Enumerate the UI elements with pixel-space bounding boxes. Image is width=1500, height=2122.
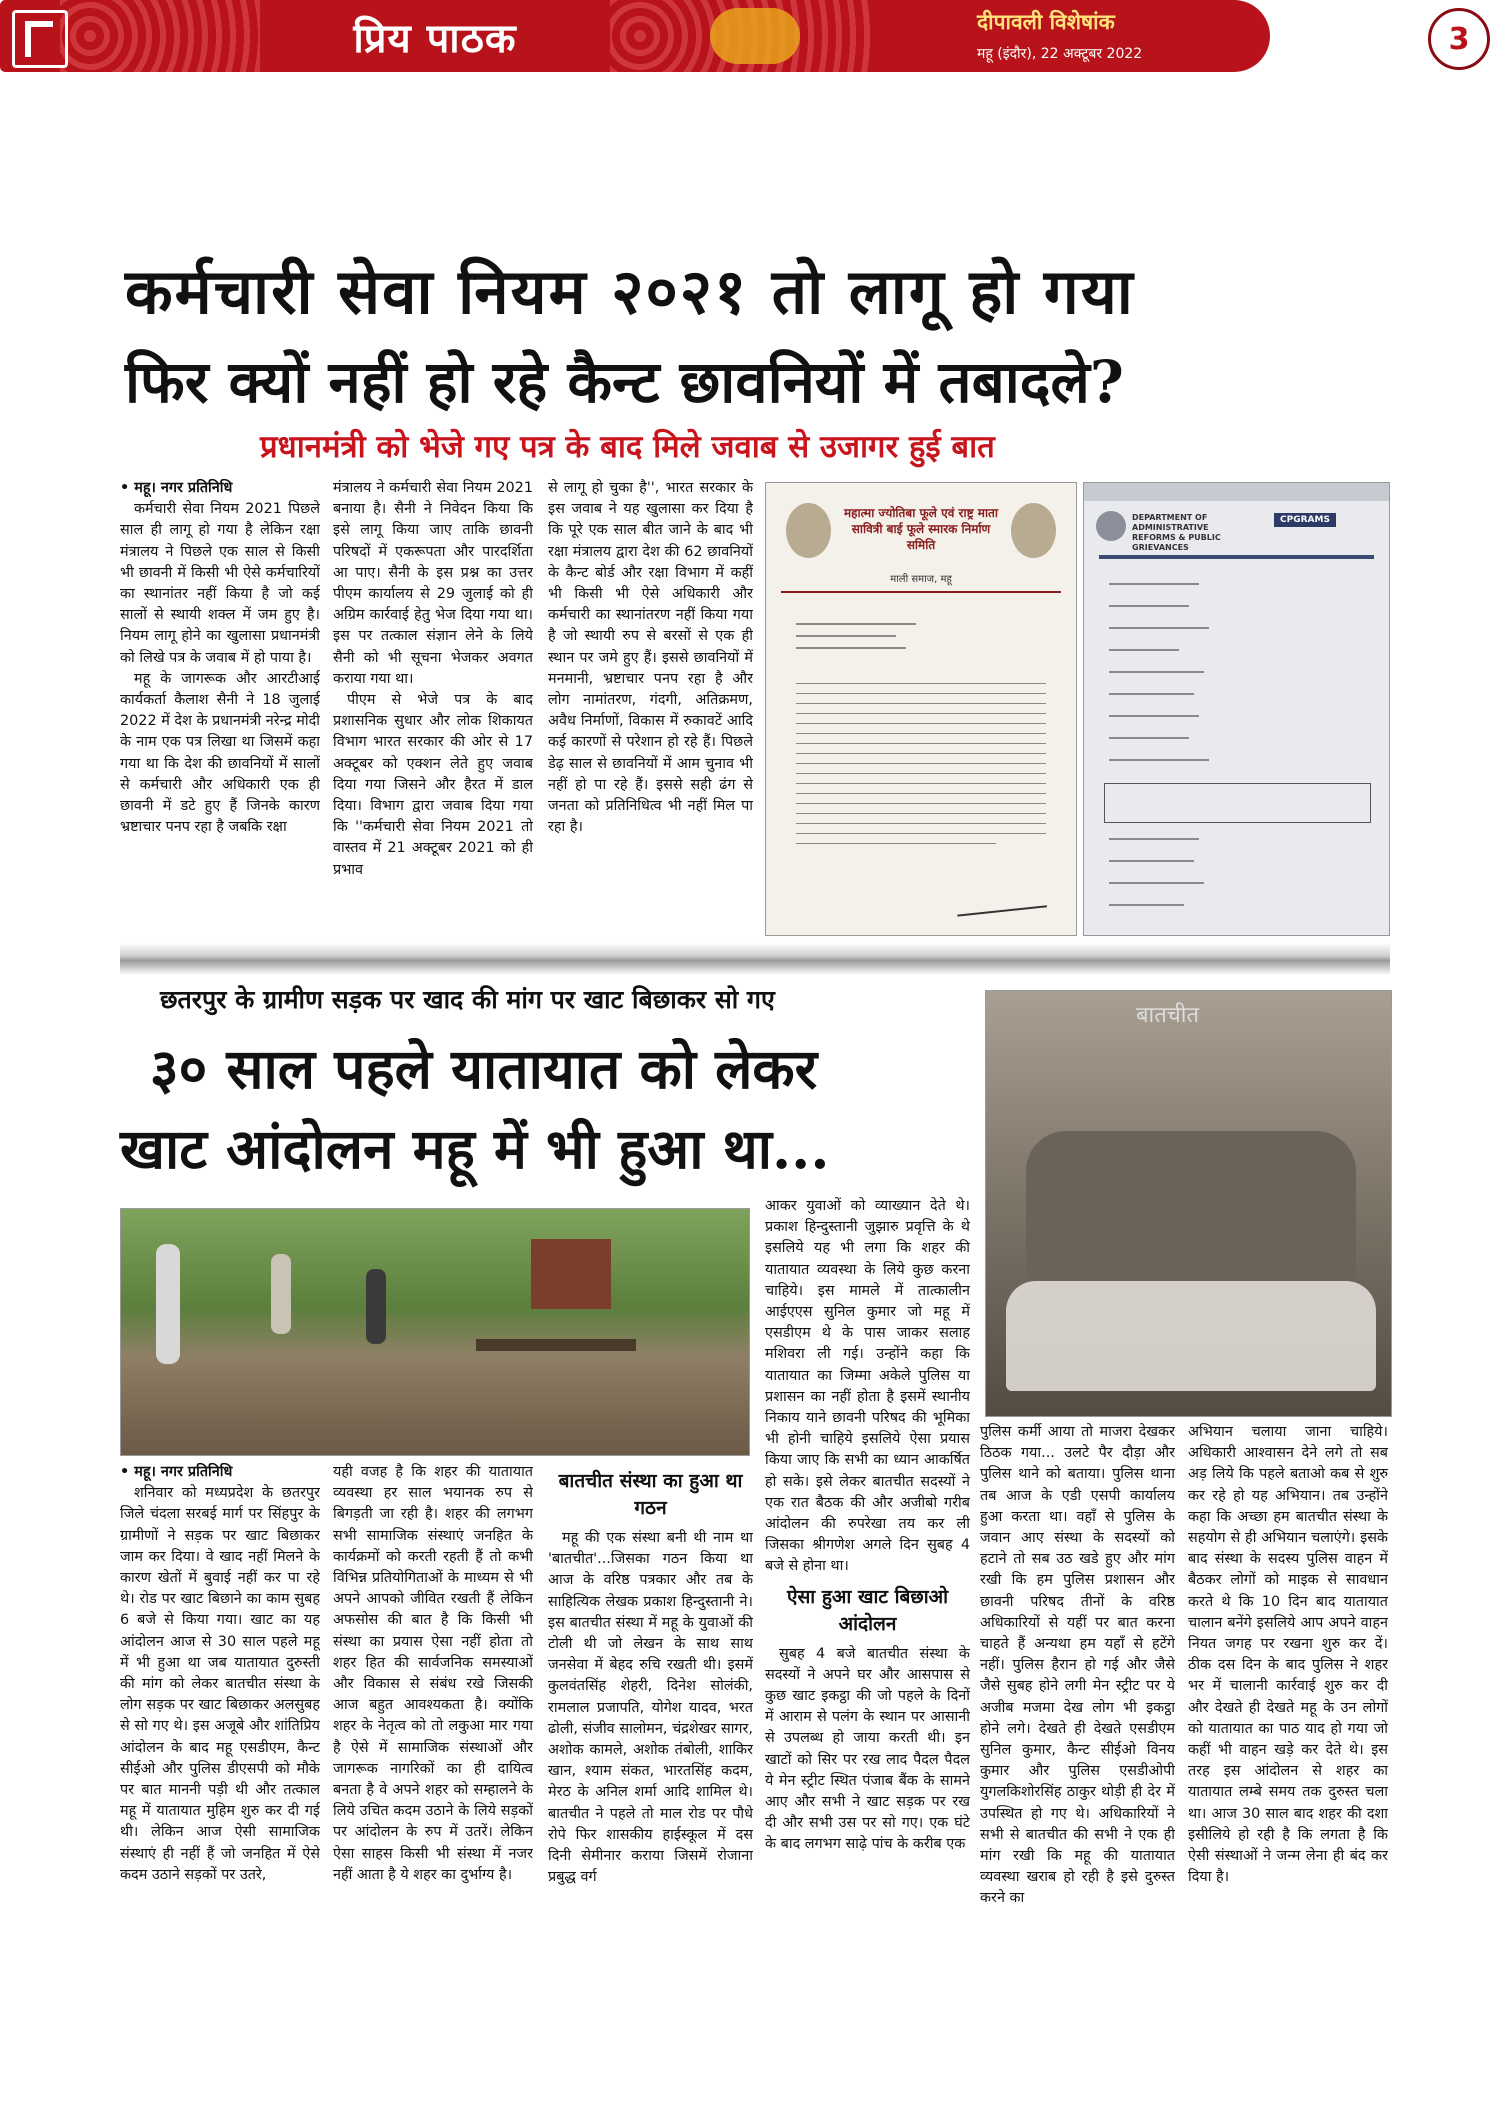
standing-people-shape <box>1026 1131 1356 1281</box>
person-shape <box>271 1254 291 1334</box>
letter-line <box>796 635 896 637</box>
letter-line <box>796 647 906 649</box>
story1-paragraph-1: कर्मचारी सेवा नियम 2021 पिछले साल ही लागू हो गया है लेकिन रक्षा मंत्रालय ने पिछले एक साल से किसी भी छावनी में किसी भी ऐसे कर्मचारियों का स्थानांतर नहीं किया है जो कई सालों से स्थायी शक्ल में जम हुए है। नियम लागू होने का खुलासा प्रधानमंत्री को लिखे पत्र के जवाब में हो पाया है। <box>120 501 320 666</box>
letter-line <box>796 743 1046 744</box>
portal-header-rule <box>1099 555 1374 559</box>
story1-paragraph-5: से लागू हो चुका है'', भारत सरकार के इस जवाब ने यह खुलासा कर दिया है कि पूरे एक साल बीत जाने के बाद भी रक्षा मंत्रालय द्वारा देश की 62 छावनियों के कैन्ट बोर्ड और रक्षा विभाग में कहीं भी किसी भी ऐसे अधिकारी और कर्मचारी का स्थानांतरण नहीं किया गया है जो स्थायी रुप से बरसों से एक ही स्थान पर जमे हुए हैं। इससे छावनियों में मनमानी, भ्रष्टाचार पनप रहा है और लोग नामांतरण, गंदगी, अतिक्रमण, अवैध निर्माणों, विकास में रुकावटें आदि कई कारणों से परेशान हो रहे हैं। पिछले डेढ़ साल से छावनियों में आम चुनाव भी नहीं हो पा रहे हैं। इससे सही ढंग से जनता को प्रतिनिधित्व भी नहीं मिल पा रहा है। <box>548 480 753 836</box>
story1-subheadline: प्रधानमंत्री को भेजे गए पत्र के बाद मिले जवाब से उजागर हुई बात <box>260 429 995 465</box>
story2-column-1 <box>120 1462 320 2002</box>
story2-paragraph-3: महू की एक संस्था बनी थी नाम था 'बातचीत'...जिसका गठन किया था आज के वरिष्ठ पत्रकार और तब के साहित्यिक लेखक प्रकाश हिन्दुस्तानी ने। इस बातचीत संस्था में महू के युवाओं की टोली थी जो लेखन के साथ साथ जनसेवा में बेहद रुचि रखती थी। इसमें कुलवंतसिंह शेहरी, दिनेश सोलंकी, रामलाल प्रजापति, योगेश यादव, भरत ढोली, संजीव सालोमन, चंद्रशेखर सागर, अशोक कामले, अशोक तंबोली, शाकिर खान, श्याम संकत, भारतसिंह कदम, मेरठ के अनिल शर्मा आदि शामिल थे। बातचीत ने पहले तो माल रोड पर पौधे रोपे फिर शासकीय हाईस्कूल में दस दिनी सेमीनार कराया जिसमें रोजाना प्रबुद्ध वर्ग <box>548 1530 753 1886</box>
form-line <box>1109 715 1199 717</box>
letter-document-image <box>765 482 1077 936</box>
remarks-box <box>1104 783 1371 823</box>
person-shape <box>366 1269 386 1344</box>
letter-line <box>796 763 1046 764</box>
edition-info <box>862 0 1162 72</box>
story1-column-3 <box>548 478 753 938</box>
letter-line <box>796 823 1046 824</box>
letter-line <box>796 713 1046 714</box>
masthead-banner: प्रिय पाठक दीपावली विशेषांक महू (इंदौर), 22 अक्टूबर 2022 3 <box>0 0 1270 72</box>
letter-line <box>796 753 1046 754</box>
story2-paragraph-6: पुलिस कर्मी आया तो माजरा देखकर ठिठक गया... उलटे पैर दौड़ा और पुलिस थाने को बताया। पुलिस थाना तब आज के एडी एसपी कार्यालय हुआ करता था। वहाँ से पुलिस के जवान आए संस्था के सदस्यों को हटाने तो सब उठ खडे हुए और मांग रखी कि हम पुलिस प्रशासन और छावनी परिषद तीनों के वरिष्ठ अधिकारियों से यहीं पर बात करना चाहते हैं अन्यथा हम यहाँ से हटेंगे नहीं। पुलिस हैरान हो गई और जैसे जैसे सुबह होने लगी मेन स्ट्रीट पर ये अजीब मजमा देख लोग भी इकट्ठा होने लगे। देखते ही देखते एसडीएम सुनिल कुमार, कैन्ट सीईओ विनय कुमार और पुलिस एसडीओपी युगलकिशोरसिंह ठाकुर थोड़ी ही देर में उपस्थित हो गए थे। अधिकारियों ने सभी से बातचीत की सभी ने एक ही मांग रखी कि महू की यातायात व्यवस्था खराब हो रही है इसे दुरुस्त करने का <box>980 1424 1175 1907</box>
story1-paragraph-4: पीएम से भेजे पत्र के बाद प्रशासनिक सुधार और लोक शिकायत विभाग भारत सरकार की ओर से 17 अक्टूबर को एक्शन लेते हुए जवाब दिया गया जिसने और हैरत में डाल दिया। विभाग द्वारा जवाब दिया गया कि ''कर्मचारी सेवा नियम 2021 तो वास्तव में 21 अक्टूबर 2021 को ही प्रभाव <box>333 692 533 878</box>
story2-paragraph-5: सुबह 4 बजे बातचीत संस्था के सदस्यों ने अपने घर और आसपास से कुछ खाट इकट्ठा की जो पहले के दिनों में आराम से पलंग के स्थान पर आसानी से उपलब्ध हो जाया करती थी। इन खाटों को सिर पर रख लाद पैदल पैदल ये मेन स्ट्रीट स्थित पंजाब बैंक के सामने आए और सभी ने खाट सड़क पर रख दी और सभी उस पर सो गए। एक घंटे के बाद लगभग साढ़े पांच के करीब एक <box>765 1645 970 1853</box>
newspaper-logo-icon <box>12 10 68 68</box>
story1-column-1 <box>120 478 320 938</box>
letter-line <box>796 843 996 844</box>
form-line <box>1109 671 1204 673</box>
portrait-right-icon <box>1011 503 1056 558</box>
person-shape <box>156 1244 180 1364</box>
letter-header-text: महात्मा ज्योतिबा फूले एवं राष्ट्र माता सावित्री बाई फूले स्मारक निर्माण समिति <box>844 506 998 552</box>
story2-column-2 <box>333 1462 533 2002</box>
story1-byline: • महू। नगर प्रतिनिधि <box>120 480 233 496</box>
story2-column-4 <box>765 1196 970 2002</box>
portal-name-badge: CPGRAMS <box>1274 513 1336 527</box>
story1-paragraph-2: महू के जागरूक और आरटीआई कार्यकर्ता कैलाश सैनी ने 18 जुलाई 2022 में देश के प्रधानमंत्री नरेन्द्र मोदी के नाम एक पत्र लिखा था जिसमें कहा गया था कि देश की छावनियों में सालों से कर्मचारी और अधिकारी एक ही छावनी में डटे हुए हैं जिनके कारण भ्रष्टाचार पनप रहा है जबकि रक्षा <box>120 670 320 836</box>
letter-line <box>796 813 1046 814</box>
letter-line <box>796 693 1046 694</box>
portal-department-text: DEPARTMENT OF ADMINISTRATIVE REFORMS & PUBLIC GRIEVANCES <box>1132 513 1221 552</box>
browser-bar <box>1084 483 1389 501</box>
form-line <box>1109 583 1199 585</box>
letter-line <box>796 793 1046 794</box>
newspaper-title: प्रिय पाठक <box>353 15 517 62</box>
form-line <box>1109 627 1209 629</box>
story1-headline-line2: फिर क्यों नहीं हो रहे कैन्ट छावनियों में तबादले? <box>125 348 1124 416</box>
story2-column-6 <box>1188 1422 1388 2002</box>
letter-line <box>796 703 1046 704</box>
masthead-decoration-left <box>60 0 260 72</box>
letter-line <box>796 683 1046 684</box>
letter-header-rule <box>781 591 1061 593</box>
story2-subheading-1: बातचीत संस्था का हुआ था गठन <box>558 1470 743 1519</box>
letter-line <box>796 803 1046 804</box>
letter-line <box>796 833 1046 834</box>
seated-people-shape <box>1006 1281 1376 1391</box>
letter-line <box>796 723 1046 724</box>
form-line <box>1109 737 1189 739</box>
story2-column-3 <box>548 1462 753 2002</box>
chalkboard-text: बातचीत <box>1136 1003 1200 1028</box>
story2-paragraph-1: शनिवार को मध्यप्रदेश के छतरपुर जिले चंदला सरबई मार्ग पर सिंहपुर के ग्रामीणों ने सड़क पर खाट बिछाकर जाम कर दिया। वे खाद नहीं मिलने के कारण खेतों में बुवाई नहीं कर पा रहे थे। रोड पर खाट बिछाने का काम सुबह 6 बजे से किया गया। खाट का यह आंदोलन आज से 30 साल पहले महू में भी हुआ था जब यातायात दुरुस्ती की मांग को लेकर बातचीत संस्था के लोग सड़क पर खाट बिछाकर अलसुबह से सो गए थे। इस अजूबे और शांतिप्रिय आंदोलन के बाद महू एसडीएम, कैन्ट सीईओ और पुलिस डीएसपी को मौके पर बात माननी पड़ी थी और तत्काल महू में यातायात मुहिम शुरु कर दी गई थी। लेकिन आज ऐसी सामाजिक संस्थाएं ही नहीं हैं जो जनहित में ऐसे कदम उठाने सड़कों पर उतरे, <box>120 1485 320 1883</box>
letter-line <box>796 773 1046 774</box>
grievance-portal-screenshot <box>1083 482 1390 936</box>
edition-label: दीपावली विशेषांक <box>977 10 1115 34</box>
story1-column-2 <box>333 478 533 938</box>
story1-paragraph-3: मंत्रालय ने कर्मचारी सेवा नियम 2021 बनाया है। सैनी ने निवेदन किया कि इसे लागू किया जाए ताकि छावनी परिषदों में एकरूपता और पारदर्शिता आ पाए। सैनी के इस प्रश्न का उत्तर पीएम कार्यालय से 29 जुलाई को ही अग्रिम कार्रवाई हेतु भेज दिया गया था। इस पर तत्काल संज्ञान लेने के लिये सैनी को भी सूचना भेजकर अवगत कराया गया था। <box>333 480 533 687</box>
masthead-title-box <box>265 6 605 66</box>
emblem-icon <box>1096 511 1126 541</box>
letter-org-text: माली समाज, महू <box>890 574 952 585</box>
story2-column-5 <box>980 1422 1175 2002</box>
story2-byline: • महू। नगर प्रतिनिधि <box>120 1464 233 1480</box>
story2-paragraph-4: आकर युवाओं को व्याख्यान देते थे। प्रकाश हिन्दुस्तानी जुझारु प्रवृत्ति के थे इसलिये यह भी लगा कि शहर की यातायात व्यवस्था के लिये कुछ करना चाहिये। इस मामले में तात्कालीन आईएएस सुनिल कुमार जो महू में एसडीएम थे के पास जाकर सलाह मशिवरा ली गई। उन्होंने कहा कि यातायात का जिम्मा अकेले पुलिस या प्रशासन का नहीं होता है इसमें स्थानीय निकाय याने छावनी परिषद की भूमिका भी होनी चाहिये इसलिये ऐसा प्रयास किया जाए कि सभी का ध्यान आकर्षित हो सके। इसे लेकर बातचीत सदस्यों ने एक रात बैठक की और अजीबो गरीब आंदोलन की रुपरेखा तय कर ली जिसका श्रीगणेश अगले दिन सुबह 4 बजे से होना था। <box>765 1198 970 1575</box>
signature-icon <box>955 883 1047 916</box>
form-line <box>1109 605 1189 607</box>
portrait-left-icon <box>786 503 831 558</box>
story2-subheading-2: ऐसा हुआ खाट बिछाओ आंदोलन <box>786 1585 949 1635</box>
story2-paragraph-2: यही वजह है कि शहर की यातायात व्यवस्था हर साल भयानक रुप से बिगड़ती जा रही है। शहर की लगभग सभी सामाजिक संस्थाएं जनहित के कार्यक्रमों को करती रहती हैं तो कभी विभिन्न प्रतियोगिताओं के माध्यम से भी अपने आपको जीवित रखती हैं लेकिन अफसोस की बात है कि किसी भी संस्था का प्रयास ऐसा नहीं होता तो शहर हित की सार्वजनिक समस्याओं और विकास से संबंध रखे जिसकी आज बहुत आवश्यकता है। क्योंकि शहर के नेतृत्व को तो लकुआ मार गया है ऐसे में सामाजिक संस्थाओं और जागरूक नागरिकों का ही दायित्व बनता है वे अपने शहर को सम्हालने के लिये उचित कदम उठाने के लिये सड़कों पर आंदोलन के रुप में उतरें। लेकिन ऐसा साहस किसी भी संस्था में नजर नहीं आता है ये शहर का दुर्भाग्य है। <box>333 1464 533 1883</box>
story2-kicker: छतरपुर के ग्रामीण सड़क पर खाद की मांग पर खाट बिछाकर सो गए <box>160 985 775 1014</box>
letter-line <box>796 783 1046 784</box>
truck-shape <box>531 1239 611 1309</box>
story2-headline-line1: ३० साल पहले यातायात को लेकर <box>150 1036 818 1101</box>
cot-shape <box>476 1339 636 1351</box>
letter-line <box>796 733 1046 734</box>
form-line <box>1109 838 1199 840</box>
form-line <box>1109 693 1194 695</box>
road-protest-photo <box>120 1208 750 1456</box>
issue-date-line: महू (इंदौर), 22 अक्टूबर 2022 <box>977 46 1143 62</box>
story2-headline-line2: खाट आंदोलन महू में भी हुआ था... <box>120 1116 830 1181</box>
section-divider <box>120 943 1390 975</box>
story1-headline-line1: कर्मचारी सेवा नियम २०२१ तो लागू हो गया <box>125 255 1135 328</box>
form-line <box>1109 759 1209 761</box>
form-line <box>1109 649 1179 651</box>
form-line <box>1109 882 1204 884</box>
letter-line <box>796 623 916 625</box>
form-line <box>1109 860 1194 862</box>
form-line <box>1109 904 1184 906</box>
story2-paragraph-7: अभियान चलाया जाना चाहिये। अधिकारी आश्वासन देने लगे तो सब अड़ लिये कि पहले बताओ कब से शुरु कर रहे हो यह अभियान। तब उन्होंने कहा कि अच्छा हम बातचीत संस्था के सहयोग से ही अभियान चलाएंगे। इसके बाद संस्था के सदस्य पुलिस वाहन में बैठकर लोगों को माइक से सावधान करते थे कि 10 दिन बाद यातायात चालान बनेंगे इसलिये आप अपने वाहन नियत जगह पर रखना शुरु कर दें। ठीक दस दिन के बाद पुलिस ने शहर भर में चालानी कार्रवाई शुरु कर दी और देखते ही देखते महू के उन लोगों को यातायात का पाठ याद हो गया जो कहीं भी वाहन खड़े कर देते थे। इस तरह इस आंदोलन से शहर का यातायात लम्बे समय तक दुरुस्त चला था। आज 30 साल बाद शहर की दशा इसीलिये हो रही है कि लगता है कि ऐसी संस्थाओं ने जन्म लेना ही बंद कर दिया है। <box>1188 1424 1388 1886</box>
diwali-badge-icon <box>710 8 800 64</box>
group-archive-photo <box>985 990 1392 1417</box>
